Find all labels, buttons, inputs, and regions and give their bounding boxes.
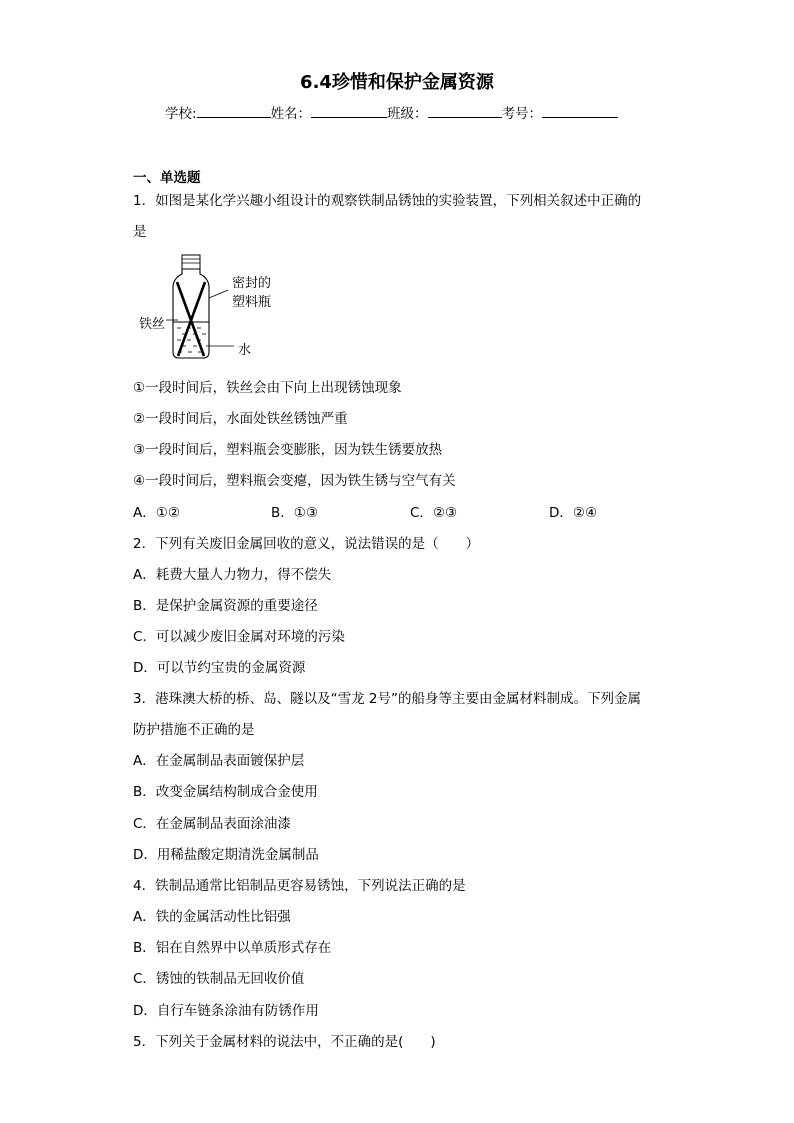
name-label: 姓名： xyxy=(270,106,312,122)
q2-option-c[interactable]: C．可以减少废旧金属对环境的污染 xyxy=(133,629,345,645)
student-info-line xyxy=(165,102,618,122)
q1-option-c[interactable]: C．②③ xyxy=(410,505,458,521)
q4-option-b[interactable]: B．铝在自然界中以单质形式存在 xyxy=(133,940,332,956)
label-plastic-bottle: 塑料瓶 xyxy=(232,295,272,310)
class-blank[interactable] xyxy=(428,103,502,118)
bottle-cap xyxy=(182,255,200,269)
q1-statement-2: ②一段时间后，水面处铁丝锈蚀严重 xyxy=(133,411,348,427)
q5-stem: 5．下列关于金属材料的说法中，不正确的是( ) xyxy=(133,1034,436,1050)
bottle-leader xyxy=(209,290,228,298)
class-label: 班级： xyxy=(387,106,428,122)
q3-option-b[interactable]: B．改变金属结构制成合金使用 xyxy=(133,784,318,800)
q1-option-b[interactable]: B．①③ xyxy=(271,505,318,521)
q2-option-d[interactable]: D．可以节约宝贵的金属资源 xyxy=(133,660,306,676)
q2-option-a[interactable]: A．耗费大量人力物力，得不偿失 xyxy=(133,567,332,583)
q3-stem-line1: 3．港珠澳大桥的桥、岛、隧以及“雪龙 2号”的船身等主要由金属材料制成。下列金属 xyxy=(133,691,641,707)
q4-option-c[interactable]: C．锈蚀的铁制品无回收价值 xyxy=(133,971,305,987)
label-water: 水 xyxy=(238,343,252,358)
q1-statement-4: ④一段时间后，塑料瓶会变瘪，因为铁生锈与空气有关 xyxy=(133,473,456,489)
q3-option-c[interactable]: C．在金属制品表面涂油漆 xyxy=(133,816,291,832)
exam-number-blank[interactable] xyxy=(542,103,618,118)
q3-option-d[interactable]: D．用稀盐酸定期清洗金属制品 xyxy=(133,847,319,863)
label-sealed: 密封的 xyxy=(232,276,272,291)
q2-option-b[interactable]: B．是保护金属资源的重要途径 xyxy=(133,598,318,614)
q1-experiment-figure xyxy=(138,252,288,364)
q1-option-d[interactable]: D．②④ xyxy=(549,505,598,521)
q1-stem-line1: 1．如图是某化学兴趣小组设计的观察铁制品锈蚀的实验装置，下列相关叙述中正确的 xyxy=(133,193,642,209)
name-blank[interactable] xyxy=(311,103,387,118)
exam-number-label: 考号： xyxy=(501,106,543,122)
q1-option-a[interactable]: A．①② xyxy=(133,505,180,521)
q4-option-a[interactable]: A．铁的金属活动性比铝强 xyxy=(133,909,291,925)
q3-option-a[interactable]: A．在金属制品表面镀保护层 xyxy=(133,753,305,769)
q2-stem: 2．下列有关废旧金属回收的意义，说法错误的是（ ） xyxy=(133,536,480,552)
page-title: 6.4珍惜和保护金属资源 xyxy=(300,72,494,93)
label-iron-wire: 铁丝 xyxy=(139,317,166,332)
q4-stem: 4．铁制品通常比铝制品更容易锈蚀，下列说法正确的是 xyxy=(133,878,466,894)
q1-statement-3: ③一段时间后，塑料瓶会变膨胀，因为铁生锈要放热 xyxy=(133,442,443,458)
q1-statement-1: ①一段时间后，铁丝会由下向上出现锈蚀现象 xyxy=(133,380,402,396)
school-label: 学校: xyxy=(165,106,197,122)
q1-stem-line2: 是 xyxy=(133,224,147,240)
q4-option-d[interactable]: D．自行车链条涂油有防锈作用 xyxy=(133,1003,319,1019)
school-blank[interactable] xyxy=(197,103,271,118)
q3-stem-line2: 防护措施不正确的是 xyxy=(133,722,255,738)
section-heading: 一、单选题 xyxy=(133,170,201,186)
